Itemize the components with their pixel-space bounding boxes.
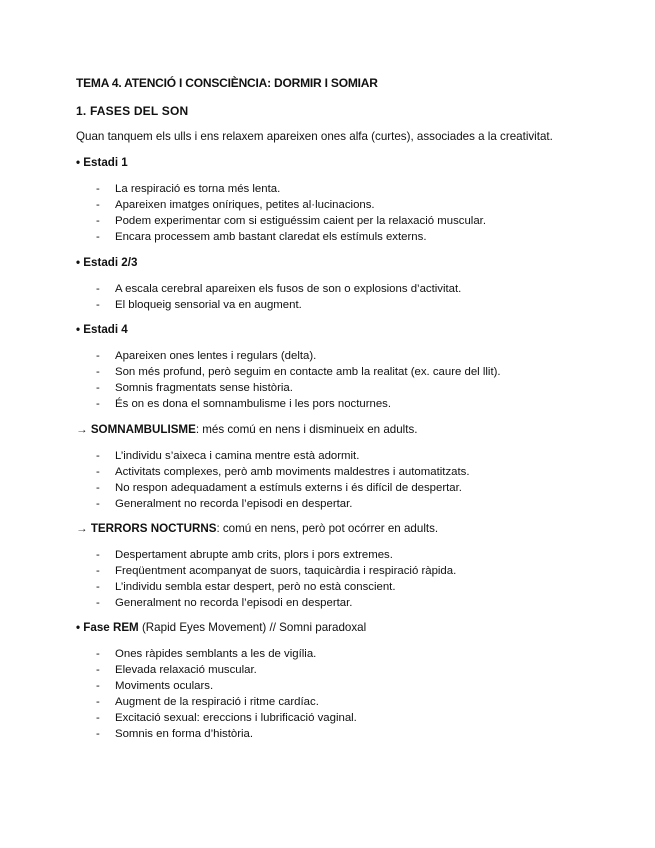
list-item: - El bloqueig sensorial va en augment. xyxy=(96,299,302,311)
document-title: TEMA 4. ATENCIÓ I CONSCIÈNCIA: DORMIR I SOMIAR xyxy=(76,76,378,90)
section-heading-fases-del-son: 1. FASES DEL SON xyxy=(76,104,189,118)
list-item: - Despertament abrupte amb crits, plors i pors extremes. xyxy=(96,549,393,561)
bullet-icon: • xyxy=(76,256,81,269)
list-item: - Son més profund, però seguim en contacte amb la realitat (ex. caure del llit). xyxy=(96,366,501,378)
list-item: - A escala cerebral apareixen els fusos de son o explosions d’activitat. xyxy=(96,283,462,295)
list-item: - És on es dona el somnambulisme i les pors nocturnes. xyxy=(96,398,392,410)
list-item: - La respiració es torna més lenta. xyxy=(96,183,281,195)
list-item: - L’individu s’aixeca i camina mentre està adormit. xyxy=(96,450,360,462)
estadi-1-heading xyxy=(76,155,615,171)
somnambulisme-list xyxy=(76,448,615,512)
estadi-2-3-heading xyxy=(76,255,615,271)
estadi-2-3-title: Estadi 2/3 xyxy=(83,256,138,269)
somnambulisme-title: SOMNAMBULISME xyxy=(90,423,196,436)
terrors-list xyxy=(76,547,615,611)
list-item: - Apareixen ones lentes i regulars (delta). xyxy=(96,350,317,362)
estadi-4-list xyxy=(76,348,615,412)
list-item: - Augment de la respiració i ritme cardíac. xyxy=(96,696,319,708)
rem-desc: (Rapid Eyes Movement) // Somni paradoxal xyxy=(138,621,367,634)
section-fase-rem xyxy=(76,620,615,742)
list-item: - Ones ràpides semblants a les de vigília. xyxy=(96,648,317,660)
terrors-desc: : comú en nens, però pot ocórrer en adults. xyxy=(216,522,439,535)
somnambulisme-desc: : més comú en nens i disminueix en adults. xyxy=(195,423,418,436)
section-estadi-4 xyxy=(76,322,615,412)
list-item: - Freqüentment acompanyat de suors, taquicàrdia i respiració ràpida. xyxy=(96,565,457,577)
list-item: - Somnis en forma d’història. xyxy=(96,728,254,740)
estadi-2-3-list xyxy=(76,281,615,313)
intro-paragraph: Quan tanquem els ulls i ens relaxem apareixen ones alfa (curtes), associades a la creativitat. xyxy=(76,130,553,143)
terrors-heading xyxy=(76,521,615,537)
estadi-4-heading xyxy=(76,322,615,338)
bullet-icon: • xyxy=(76,156,81,169)
estadi-1-title: Estadi 1 xyxy=(83,156,128,169)
section-somnambulisme xyxy=(76,422,615,512)
list-item: - Podem experimentar com si estiguéssim caient per la relaxació muscular. xyxy=(96,215,486,227)
list-item: - L’individu sembla estar despert, però no està conscient. xyxy=(96,581,396,593)
list-item: - Generalment no recorda l’episodi en despertar. xyxy=(96,498,353,510)
section-estadi-2-3 xyxy=(76,255,615,313)
arrow-icon: → xyxy=(76,522,88,535)
list-item: - Generalment no recorda l’episodi en despertar. xyxy=(96,597,353,609)
list-item: - Activitats complexes, però amb moviments maldestres i automatitzats. xyxy=(96,466,470,478)
list-item: - Moviments oculars. xyxy=(96,680,214,692)
estadi-4-title: Estadi 4 xyxy=(83,323,128,336)
list-item: - No respon adequadament a estímuls externs i és difícil de despertar. xyxy=(96,482,462,494)
estadi-1-list xyxy=(76,181,615,245)
rem-title: Fase REM xyxy=(83,621,139,634)
list-item: - Excitació sexual: ereccions i lubrificació vaginal. xyxy=(96,712,357,724)
list-item: - Elevada relaxació muscular. xyxy=(96,664,257,676)
bullet-icon: • xyxy=(76,621,81,634)
rem-list xyxy=(76,646,615,742)
section-terrors-nocturns xyxy=(76,521,615,611)
rem-heading xyxy=(76,620,615,636)
list-item: - Somnis fragmentats sense història. xyxy=(96,382,293,394)
section-estadi-1 xyxy=(76,155,615,245)
somnambulisme-heading xyxy=(76,422,615,438)
bullet-icon: • xyxy=(76,323,81,336)
arrow-icon: → xyxy=(76,423,88,436)
list-item: - Encara processem amb bastant claredat els estímuls externs. xyxy=(96,231,427,243)
terrors-title: TERRORS NOCTURNS xyxy=(90,522,217,535)
list-item: - Apareixen imatges oníriques, petites al·lucinacions. xyxy=(96,199,375,211)
